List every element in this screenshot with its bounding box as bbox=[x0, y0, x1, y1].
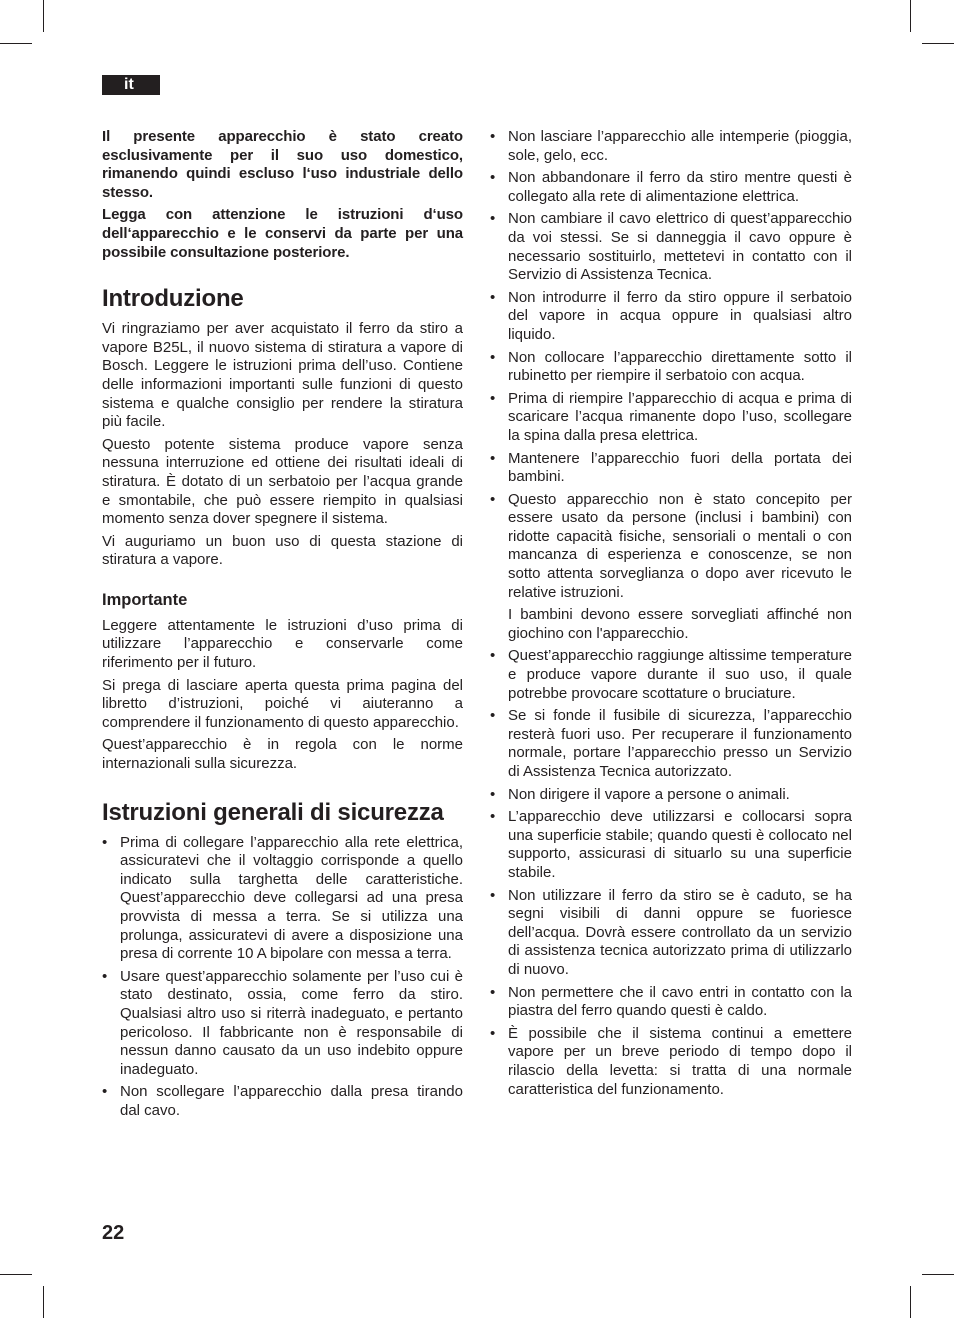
crop-mark bbox=[0, 43, 32, 44]
list-item-text: Prima di riempire l’apparecchio di acqua e prima di scaricare l’acqua rimanente dopo l’uso, scollegare la spina dalla presa elettrica. bbox=[508, 389, 852, 444]
bullet-icon: • bbox=[490, 128, 496, 145]
bullet-icon: • bbox=[490, 1024, 496, 1042]
bullet-icon: • bbox=[490, 348, 496, 366]
crop-mark bbox=[922, 1274, 954, 1275]
bullet-icon: • bbox=[490, 983, 496, 1001]
right-column bbox=[490, 128, 852, 1103]
bullet-icon: • bbox=[490, 210, 496, 228]
crop-mark bbox=[910, 0, 911, 32]
safety-list-right bbox=[490, 128, 852, 1099]
list-item-text: È possibile che il sistema continui a emettere vapore per un breve periodo di tempo dopo il rilascio della levetta: si tratta di una normale caratteristica del funzionamento. bbox=[508, 1024, 852, 1098]
list-item bbox=[490, 887, 852, 980]
list-item bbox=[490, 786, 852, 805]
list-item bbox=[490, 491, 852, 644]
list-item-text: Questo apparecchio non è stato concepito per essere usato da persone (inclusi i bambini) con ridotte capacità fisiche, sensoriali o mentali o con mancanza di esperienza e conoscenze, se non sotto attenta sorveglianza o dopo aver ricevuto le relative istruzioni. bbox=[508, 490, 852, 601]
body-paragraph: Questo potente sistema produce vapore senza nessuna interruzione ed ottiene dei risultati ideali di stiratura. È dotato di un serbatoio per l’acqua grande e smontabile, che può essere riempito in qualsiasi momento senza dover spegnere il sistema. bbox=[102, 435, 463, 528]
bullet-icon: • bbox=[490, 389, 496, 407]
section-title-introduzione: Introduzione bbox=[102, 285, 244, 313]
crop-mark bbox=[910, 1286, 911, 1318]
list-item bbox=[490, 128, 852, 165]
list-item-text: Non abbandonare il ferro da stiro mentre questi è collegato alla rete di alimentazione elettrica. bbox=[508, 169, 852, 205]
list-item-text: Non dirigere il vapore a persone o animali. bbox=[508, 785, 790, 803]
list-item-text: Non permettere che il cavo entri in contatto con la piastra del ferro quando questi è caldo. bbox=[508, 983, 852, 1020]
list-item bbox=[490, 1025, 852, 1099]
body-paragraph: Vi ringraziamo per aver acquistato il ferro da stiro a vapore B25L, il nuovo sistema di stiratura a vapore di Bosch. Leggere le istruzioni prima dell’uso. Contiene delle informazioni importanti sulle funzioni di questo sistema e qualche consiglio per rendere la stiratura più facile. bbox=[102, 320, 463, 431]
list-item-text: Non lasciare l’apparecchio alle intemperie (pioggia, sole, gelo, ecc. bbox=[508, 128, 852, 164]
bullet-icon: • bbox=[490, 449, 496, 467]
left-column bbox=[102, 128, 463, 1125]
bullet-icon: • bbox=[490, 707, 496, 725]
list-item-text: Mantenere l’apparecchio fuori della portata dei bambini. bbox=[508, 449, 852, 486]
bullet-icon: • bbox=[490, 886, 496, 904]
bullet-icon: • bbox=[490, 169, 496, 187]
crop-mark bbox=[0, 1274, 32, 1275]
list-item-text: Non scollegare l’apparecchio dalla presa tirando dal cavo. bbox=[120, 1083, 463, 1119]
list-item bbox=[490, 390, 852, 446]
section-title-importante: Importante bbox=[102, 590, 188, 609]
safety-list-left bbox=[102, 834, 463, 1121]
list-item bbox=[102, 834, 463, 964]
list-item-text: Non utilizzare il ferro da stiro se è caduto, se ha segni visibili di danni oppure se fuoriesce dell’acqua. Dovrà essere controllato da un servizio di assistenza tecnica autorizzato prima di utilizzarlo di nuovo. bbox=[508, 886, 852, 978]
notice-paragraph: Il presente apparecchio è stato creato esclusivamente per il suo uso domestico, rimanendo quindi escluso l‘uso industriale dello stesso. bbox=[102, 128, 463, 201]
list-item bbox=[490, 647, 852, 703]
bullet-icon: • bbox=[490, 490, 496, 508]
list-item bbox=[490, 450, 852, 487]
bullet-icon: • bbox=[490, 808, 496, 826]
children-note: I bambini devono essere sorvegliati affinché non giochino con l'apparecchio. bbox=[508, 606, 852, 642]
page-number: 22 bbox=[102, 1222, 125, 1244]
bullet-icon: • bbox=[490, 785, 496, 803]
list-item bbox=[490, 349, 852, 386]
list-item bbox=[102, 968, 463, 1080]
body-paragraph: Vi auguriamo un buon uso di questa stazione di stiratura a vapore. bbox=[102, 532, 463, 569]
language-tab: it bbox=[102, 75, 160, 95]
list-item bbox=[490, 210, 852, 284]
crop-mark bbox=[922, 43, 954, 44]
bullet-icon: • bbox=[102, 967, 108, 985]
bullet-icon: • bbox=[102, 833, 108, 851]
body-paragraph: Leggere attentamente le istruzioni d’uso prima di utilizzare l’apparecchio e conservarle come riferimento per il futuro. bbox=[102, 616, 463, 672]
notice-paragraph: Legga con attenzione le istruzioni d‘uso dell‘apparecchio e le conservi da parte per una possibile consultazione posteriore. bbox=[102, 206, 463, 261]
list-item-text: Usare quest’apparecchio solamente per l’uso cui è stato destinato, ossia, come ferro da stiro. Qualsiasi altro uso si riterrà inadeguato, e pertanto pericoloso. Il fabbricante non è responsabile di nessun danno causato da un uso indebito oppure inadeguato. bbox=[120, 967, 463, 1078]
list-item bbox=[490, 707, 852, 781]
bullet-icon: • bbox=[490, 647, 496, 665]
list-item-text: Se si fonde il fusibile di sicurezza, l’apparecchio resterà fuori uso. Per recuperare il funzionamento normale, portare l’apparecchio presso un Servizio di Assistenza Tecnica autorizzato. bbox=[508, 707, 852, 780]
list-item-text: Prima di collegare l’apparecchio alla rete elettrica, assicuratevi che il voltaggio corrisponde a quello indicato sulla targhetta delle caratteristiche. Quest’apparecchio deve collegarsi ad una presa provvista di messa a terra. Se si utilizza una prolunga, assicuratevi di avere a disposizione una presa di corrente 10 A bipolare con messa a terra. bbox=[120, 833, 463, 963]
list-item-text: Non cambiare il cavo elettrico di quest’apparecchio da voi stessi. Se si danneggia il cavo oppure è necessario sostituirlo, mettetevi in contatto con il Servizio di Assistenza Tecnica. bbox=[508, 210, 852, 284]
crop-mark bbox=[43, 0, 44, 32]
bullet-icon: • bbox=[102, 1083, 108, 1101]
list-item-text: Non introdurre il ferro da stiro oppure il serbatoio del vapore in acqua oppure in qualsiasi altro liquido. bbox=[508, 288, 852, 343]
section-title-sicurezza: Istruzioni generali di sicurezza bbox=[102, 798, 444, 826]
body-paragraph: Quest’apparecchio è in regola con le norme internazionali sulla sicurezza. bbox=[102, 736, 463, 773]
list-item-text: L’apparecchio deve utilizzarsi e collocarsi sopra una superficie stabile; quando questi è collocato nel supporto, assicurasi di situarlo su una superficie stabile. bbox=[508, 808, 852, 881]
list-item-text: Non collocare l’apparecchio direttamente sotto il rubinetto per riempire il serbatoio con acqua. bbox=[508, 348, 852, 385]
bullet-icon: • bbox=[490, 288, 496, 306]
list-item-text: Quest’apparecchio raggiunge altissime temperature e produce vapore durante il suo uso, il quale potrebbe provocare scottature o bruciature. bbox=[508, 647, 852, 702]
list-item bbox=[102, 1083, 463, 1120]
list-item bbox=[490, 289, 852, 345]
list-item bbox=[490, 169, 852, 206]
list-item bbox=[490, 984, 852, 1021]
crop-mark bbox=[43, 1286, 44, 1318]
body-paragraph: Si prega di lasciare aperta questa prima pagina del libretto d’istruzioni, poiché vi aiuteranno a comprendere il funzionamento di questo apparecchio. bbox=[102, 676, 463, 731]
list-item bbox=[490, 808, 852, 882]
